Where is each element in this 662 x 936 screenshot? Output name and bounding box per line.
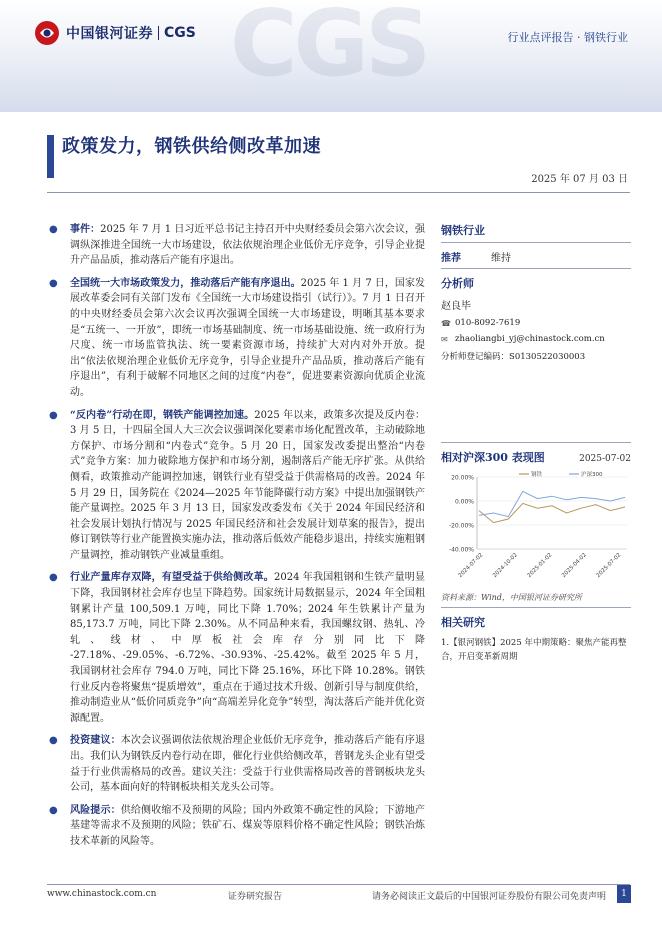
logo-divider <box>158 26 159 40</box>
y-tick-label: -40.00% <box>448 546 474 554</box>
rating-key: 推荐 <box>441 253 461 264</box>
email-icon: ✉ <box>441 334 448 344</box>
page-header <box>0 0 662 112</box>
paragraph-event <box>47 222 425 269</box>
paragraph-investment-advice <box>47 733 425 795</box>
chart-date: 2025-07-02 <box>579 454 631 464</box>
paragraph-body: 2025 年以来，政策多次提及反内卷：3 月 5 日，十四届全国人大三次会议强调深化要素市场化配置改革，主动破除地方保护、市场分割和“内卷式”竞争。5 月 20 日，国家发改委提出整治“内卷式”竞争方案：加力破除地方保护和市场分割，遏制落后产能无序扩张。从供给侧看，政策推动产能调控加速，钢铁行业有望受益于供需格局的改善。2024 年 5 月 29 日，国务院在《2024—2025 年节能降碳行动方案》中提出加强钢铁产能产量调控。2025 年 3 月 13 日，国家发改委发布《关于 2024 年国民经济和社会发展计划执行情况与 2025 年国民经济和社会发展计划草案的报告》，提出修订钢铁等行业产能置换实施办法，推动落后低效产能稳步退出，持续实施粗钢产量调控，推动钢铁产业减量重组。 <box>70 409 425 561</box>
phone-icon: ☎ <box>441 318 451 328</box>
legend-label: 沪深300 <box>581 472 603 478</box>
logo-en-text: CGS <box>164 25 196 41</box>
paragraph-output-inventory <box>47 570 425 726</box>
cert-text: 分析师登记编码：S0130522030003 <box>441 352 586 362</box>
footer-disclaimer: 请务必阅读正文最后的中国银河证券股份有限公司免责声明 <box>372 892 607 902</box>
report-type: 行业点评报告 · 钢铁行业 <box>507 31 628 44</box>
sidebar-divider <box>441 442 631 443</box>
sidebar-divider <box>441 242 631 243</box>
bullet-icon: ● <box>49 735 58 747</box>
paragraph-body: 2025 年 1 月 7 日，国家发展改革委会同有关部门发布《全国统一大市场建设指引（试行）》。7 月 1 日召开的中央财经委员会第六次会议再次强调全国统一大市场建设，明晰其基本要求是“五统一、一开放”，即统一市场基础制度、统一市场基础设施、统一政府行为尺度、统一市场监管执法、统一要素资源市场，持续扩大对内对外开放。提出“依法依规治理企业低价无序竞争，引导企业提升产品品质，推动落后产能有序退出”，有利于破解不同地区之间的过度“内卷”，促进要素资源向优质企业流动。 <box>70 277 425 398</box>
y-tick-label: 20.00% <box>451 474 474 482</box>
paragraph-unified-market <box>47 276 425 401</box>
analyst-cert <box>441 350 631 362</box>
paragraph-body: 2025 年 7 月 1 日习近平总书记主持召开中央财经委员会第六次会议，强调纵深推进全国统一大市场建设，依法依规治理企业低价无序竞争，引导企业提升产品品质，推动落后产能有序退出。 <box>70 224 426 267</box>
rating-value: 维持 <box>491 253 511 264</box>
paragraph-body: 2024 年我国粗钢和生铁产量明显下降，我国钢材社会库存也呈下降趋势。国家统计局数据显示，2024 年全国粗钢累计产量 100,509.1 万吨，同比下降 1.70%；2024 年生铁累计产量为 85,173.7 万吨，同比下降 2.30%。从不同品种来看，我国螺纹钢、热轧、冷轧、线材、中厚板社会库存分别同比下降 -27.18%、-29.05%、-6.72%、-30.93%、-25.42%。截至 2025 年 5 月，我国钢材社会库存 794.0 万吨，同比下降 25.16%，环比下降 10.28%。钢铁行业反内卷将聚焦“提质增效”，重点在于通过技术升级、创新引导与制度供给，推动制造业从“低价同质竞争”向“高端差异化竞争”转型，淘汰落后产能并优化资源配置。 <box>70 572 425 724</box>
performance-chart <box>441 469 631 587</box>
header-watermark: CGS <box>230 0 428 97</box>
industry-label: 钢铁行业 <box>441 224 485 237</box>
paragraph-lead: “反内卷”行动在即，钢铁产能调控加速。 <box>70 409 255 421</box>
paragraph-anti-involution <box>47 408 425 564</box>
bullet-icon: ● <box>49 804 58 816</box>
page-number: 1 <box>617 885 631 903</box>
logo-text: 中国银河证券 <box>66 26 153 42</box>
series-line-0 <box>479 503 625 522</box>
main-content <box>47 222 425 857</box>
paragraph-risk <box>47 803 425 850</box>
x-tick-label: 2024-07-02 <box>457 552 485 580</box>
chart-title: 相对沪深300 表现图 <box>441 451 545 464</box>
report-title: 政策发力，钢铁供给侧改革加速 <box>62 136 321 157</box>
footer-url[interactable]: www.chinastock.com.cn <box>47 889 157 899</box>
legend-label: 钢铁 <box>531 472 543 478</box>
related-title: 相关研究 <box>441 616 485 629</box>
paragraph-body: 供给侧收缩不及预期的风险；国内外政策不确定性的风险；下游地产基建等需求不及预期的风险；铁矿石、煤炭等原料价格不确定性风险；钢铁冶炼技术革新的风险等。 <box>70 804 426 847</box>
footer-divider <box>47 884 630 885</box>
paragraph-lead: 事件： <box>70 224 101 235</box>
x-tick-label: 2024-10-02 <box>492 552 519 580</box>
report-date: 2025 年 07 月 03 日 <box>531 174 628 185</box>
paragraph-lead: 投资建议： <box>70 735 121 747</box>
company-logo <box>34 20 196 46</box>
header-divider <box>47 192 630 193</box>
x-tick-label: 2025-01-02 <box>526 552 554 580</box>
bullet-icon: ● <box>49 409 58 421</box>
x-tick-label: 2025-04-02 <box>561 552 588 580</box>
sidebar-divider <box>441 268 631 269</box>
x-tick-label: 2025-07-02 <box>595 552 623 580</box>
title-accent-bar <box>47 135 54 178</box>
sidebar <box>441 222 631 664</box>
paragraph-lead: 风险提示： <box>70 804 121 816</box>
chart-header <box>441 449 631 465</box>
y-tick-label: -20.00% <box>448 522 474 530</box>
series-line-1 <box>479 491 625 516</box>
bullet-icon: ● <box>49 224 58 235</box>
paragraph-lead: 行业产量库存双降，有望受益于供给侧改革。 <box>70 572 274 584</box>
email-link[interactable]: zhaoliangbi_yj@chinastock.com.cn <box>455 334 605 344</box>
y-tick-label: 0.00% <box>454 498 474 506</box>
related-item[interactable]: 1.【银河钢铁】2025 年中期策略：聚焦产能再整合，开启变革新周期 <box>441 638 627 662</box>
bullet-icon: ● <box>49 572 58 584</box>
rating <box>441 249 631 264</box>
paragraph-body: 本次会议强调依法依规治理企业低价无序竞争，推动落后产能有序退出。我们认为钢铁反内卷行动在即，催化行业供给侧改革，普钢龙头企业有望受益于行业供需格局的改善。建议关注：受益于行业供需格局改善的普钢板块龙头公司，基本面向好的特钢板块相关龙头公司等。 <box>70 735 426 794</box>
analyst-name: 赵良毕 <box>441 301 471 312</box>
chart-source: 资料来源：Wind，中国银河证券研究所 <box>441 593 582 602</box>
sidebar-divider <box>441 607 631 608</box>
analyst-email <box>441 334 631 344</box>
phone-text: 010-8092-7619 <box>455 318 521 328</box>
logo-mark-icon <box>34 20 60 46</box>
analyst-phone <box>441 318 631 328</box>
paragraph-lead: 全国统一大市场政策发力，推动落后产能有序退出。 <box>70 277 301 289</box>
analyst-label: 分析师 <box>441 277 474 290</box>
bullet-icon: ● <box>49 277 58 289</box>
footer-center: 证券研究报告 <box>228 892 283 902</box>
